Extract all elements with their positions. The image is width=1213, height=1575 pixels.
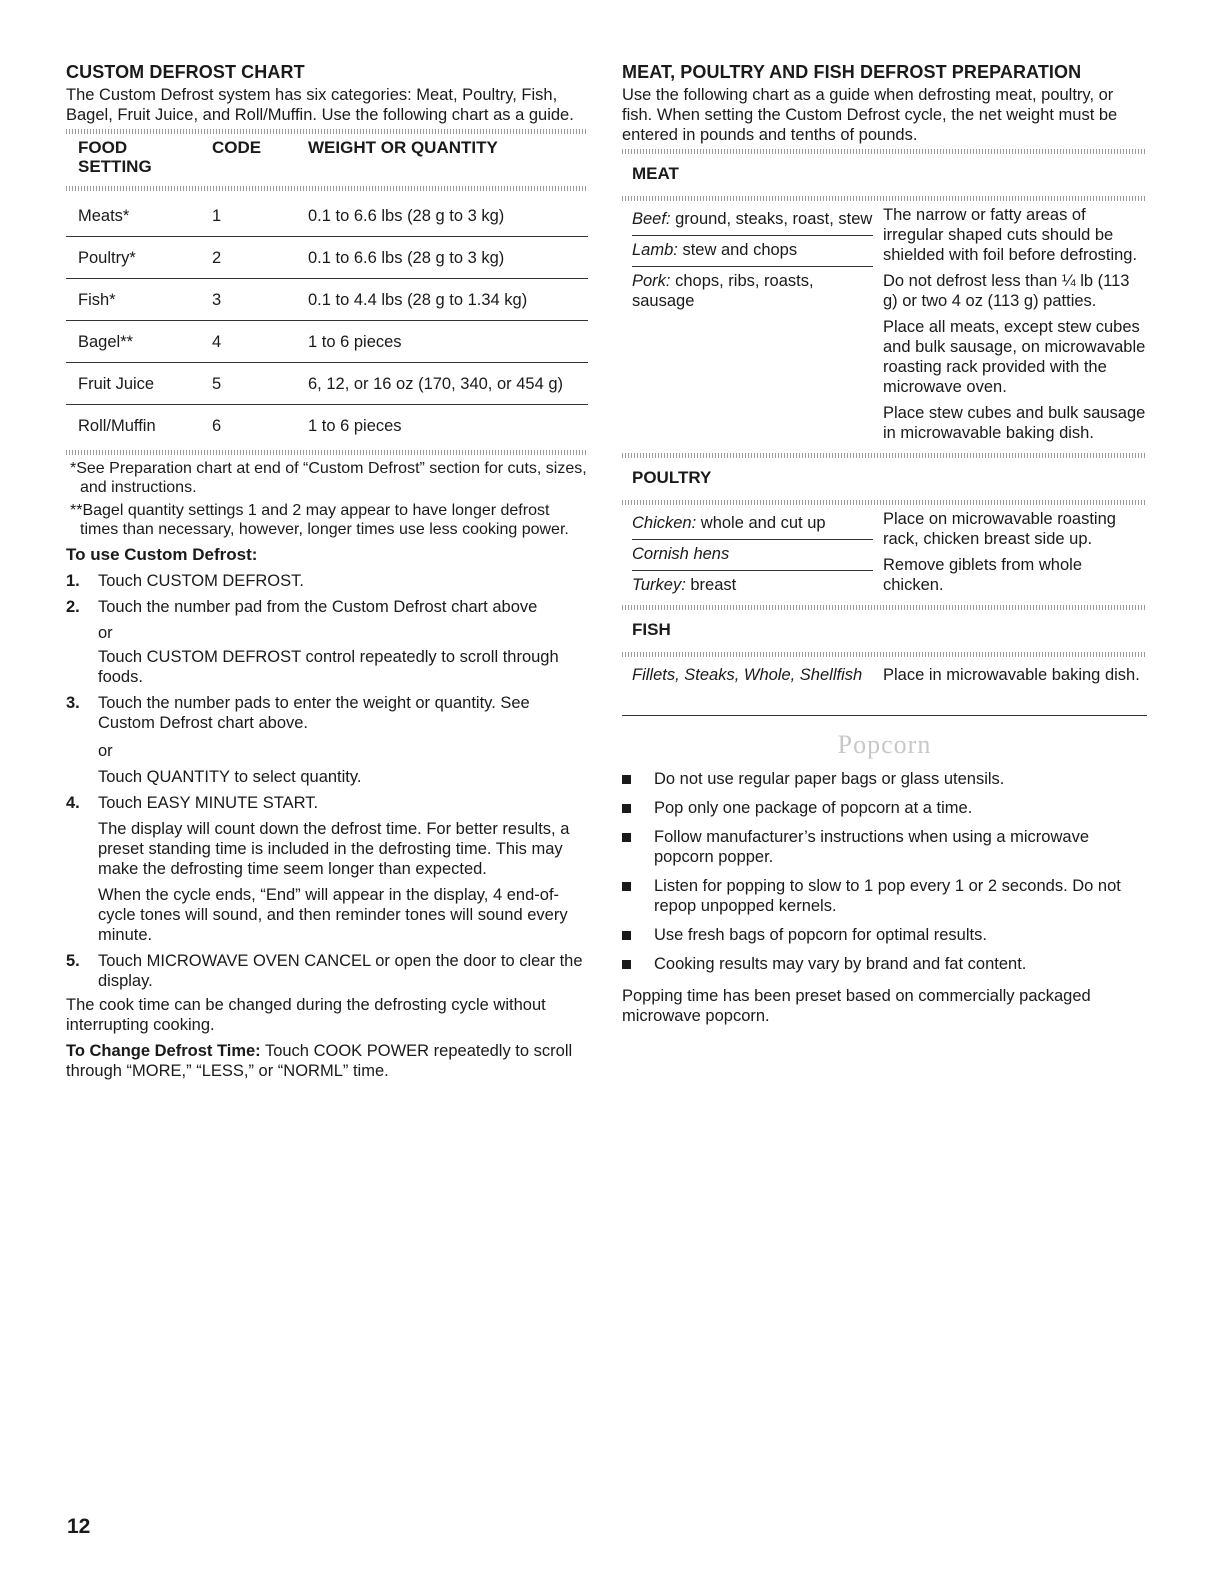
preparation-intro: Use the following chart as a guide when defrosting meat, poultry, or fish. When setting the Custom Defrost cycle, the net weight must be entered in pounds and tenths of pounds.	[622, 86, 1118, 144]
header-weight: WEIGHT OR QUANTITY	[308, 138, 498, 157]
table-footnotes	[66, 459, 588, 539]
table-cell: Fish*	[66, 279, 200, 321]
list-item: Cornish hens	[632, 540, 873, 571]
prep-note: Do not defrost less than ¼ lb (113 g) or two 4 oz (113 g) patties.	[883, 272, 1130, 310]
table-cell: 2	[200, 237, 308, 279]
table-cell: 0.1 to 6.6 lbs (28 g to 3 kg)	[308, 195, 588, 237]
table-cell: 6	[212, 417, 222, 435]
table-cell: 1 to 6 pieces	[308, 321, 588, 363]
poultry-grid	[622, 509, 1147, 601]
divider	[66, 186, 588, 191]
divider	[622, 605, 1147, 610]
footnote: *See Preparation chart at end of “Custom Defrost” section for cuts, sizes, and instructions.	[70, 460, 587, 496]
bullet-icon	[622, 931, 631, 940]
table-cell: 1	[200, 195, 308, 237]
preparation-title: MEAT, POULTRY AND FISH DEFROST PREPARATION	[622, 62, 1082, 82]
defrost-preparation-section	[622, 62, 1147, 1026]
bullet-icon	[622, 833, 631, 842]
divider	[66, 129, 588, 134]
change-defrost-label: To Change Defrost Time:	[66, 1042, 261, 1060]
step-alt-text: Touch CUSTOM DEFROST control repeatedly to scroll through foods.	[98, 648, 559, 686]
step-number: 5.	[66, 952, 80, 970]
step-or: or	[98, 624, 113, 642]
table-row	[66, 237, 588, 279]
step-text: Touch the number pad from the Custom Defrost chart above	[98, 598, 538, 616]
list-item: Listen for popping to slow to 1 pop every 1 or 2 seconds. Do not repop unpopped kernels.	[622, 876, 1147, 916]
bullet-icon	[622, 775, 631, 784]
meat-items	[622, 205, 873, 449]
list-item: Cooking results may vary by brand and fat content.	[622, 954, 1147, 974]
divider	[622, 652, 1147, 657]
meat-heading: MEAT	[632, 164, 679, 183]
bullet-icon	[622, 960, 631, 969]
meat-notes	[873, 205, 1147, 449]
table-cell: Bagel**	[66, 321, 200, 363]
step-alt-text: Touch QUANTITY to select quantity.	[98, 768, 362, 786]
divider	[622, 149, 1147, 154]
custom-defrost-title: CUSTOM DEFROST CHART	[66, 62, 305, 82]
table-cell: 1 to 6 pieces	[308, 417, 402, 435]
poultry-items	[622, 509, 873, 601]
bullet-icon	[622, 804, 631, 813]
table-cell: 6, 12, or 16 oz (170, 340, or 454 g)	[308, 363, 588, 405]
steps-list	[66, 571, 588, 991]
table-cell: 4	[200, 321, 308, 363]
meat-grid	[622, 205, 1147, 449]
poultry-notes	[873, 509, 1147, 601]
list-item: Lamb: stew and chops	[632, 236, 873, 267]
fish-heading: FISH	[632, 620, 671, 639]
cook-time-note: The cook time can be changed during the defrosting cycle without interrupting cooking.	[66, 996, 546, 1034]
step-text: Touch the number pads to enter the weight or quantity. See Custom Defrost chart above.	[98, 694, 530, 732]
table-cell: 0.1 to 6.6 lbs (28 g to 3 kg)	[308, 237, 588, 279]
prep-note: Place all meats, except stew cubes and bulk sausage, on microwavable roasting rack provided with the microwave oven.	[883, 318, 1146, 396]
list-item: Use fresh bags of popcorn for optimal results.	[622, 925, 1147, 945]
list-item: Pork: chops, ribs, roasts, sausage	[632, 272, 814, 310]
custom-defrost-section	[66, 62, 588, 1081]
table-row	[66, 195, 588, 237]
table-cell: Poultry*	[66, 237, 200, 279]
step-number: 2.	[66, 598, 80, 616]
step-text: Touch EASY MINUTE START.	[98, 794, 319, 812]
divider	[622, 500, 1147, 505]
step-item	[66, 693, 588, 787]
divider	[622, 196, 1147, 201]
prep-note: Place stew cubes and bulk sausage in microwavable baking dish.	[883, 404, 1146, 442]
table-cell: Meats*	[66, 195, 200, 237]
popcorn-list	[622, 769, 1147, 974]
table-header-row	[66, 138, 588, 182]
table-row	[66, 405, 588, 447]
prep-note: Place in microwavable baking dish.	[883, 666, 1140, 684]
table-cell: Roll/Muffin	[78, 417, 156, 435]
step-item	[66, 793, 588, 945]
page-number: 12	[67, 1515, 91, 1538]
custom-defrost-intro: The Custom Defrost system has six categories: Meat, Poultry, Fish, Bagel, Fruit Juice, and Roll/Muffin. Use the following chart as a guide.	[66, 86, 574, 124]
step-text: Touch MICROWAVE OVEN CANCEL or open the door to clear the display.	[98, 952, 583, 990]
divider	[66, 450, 588, 455]
popcorn-footer: Popping time has been preset based on commercially packaged microwave popcorn.	[622, 987, 1091, 1025]
prep-note: Place on microwavable roasting rack, chicken breast side up.	[883, 510, 1116, 548]
table-cell: Fruit Juice	[66, 363, 200, 405]
list-item: Turkey: breast	[632, 576, 737, 594]
table-cell: 3	[200, 279, 308, 321]
list-item: Chicken: whole and cut up	[632, 509, 873, 540]
list-item: Fillets, Steaks, Whole, Shellfish	[632, 666, 863, 684]
table-cell: 0.1 to 4.4 lbs (28 g to 1.34 kg)	[308, 279, 588, 321]
step-paragraph: When the cycle ends, “End” will appear in the display, 4 end-of-cycle tones will sound, and then reminder tones will sound every minute.	[98, 886, 568, 944]
step-paragraph: The display will count down the defrost time. For better results, a preset standing time is included in the defrosting time. This may make the defrosting time seem longer than expected.	[98, 820, 570, 878]
table-row	[66, 363, 588, 405]
step-item	[66, 597, 588, 687]
fish-notes	[873, 661, 1147, 691]
step-text: Touch CUSTOM DEFROST.	[98, 572, 304, 590]
divider	[622, 453, 1147, 458]
header-food-setting: FOOD SETTING	[78, 138, 152, 176]
step-number: 1.	[66, 572, 80, 590]
table-cell: 5	[200, 363, 308, 405]
list-item: Follow manufacturer’s instructions when using a microwave popcorn popper.	[622, 827, 1147, 867]
table-row	[66, 279, 588, 321]
use-custom-defrost-heading: To use Custom Defrost:	[66, 545, 258, 564]
change-defrost-time	[66, 1041, 588, 1081]
list-item: Pop only one package of popcorn at a time.	[622, 798, 1147, 818]
prep-note: The narrow or fatty areas of irregular shaped cuts should be shielded with foil before defrosting.	[883, 206, 1138, 264]
popcorn-title: Popcorn	[837, 730, 932, 759]
step-or: or	[98, 742, 113, 760]
divider	[622, 715, 1147, 716]
step-number: 4.	[66, 794, 80, 812]
poultry-heading: POULTRY	[632, 468, 712, 487]
header-code: CODE	[212, 138, 262, 157]
change-defrost-text: Touch COOK POWER repeatedly to scroll through “MORE,” “LESS,” or “NORML” time.	[66, 1042, 573, 1080]
step-item	[66, 951, 588, 991]
table-row	[66, 321, 588, 363]
list-item: Beef: ground, steaks, roast, stew	[632, 205, 873, 236]
fish-grid	[622, 661, 1147, 691]
custom-defrost-table	[66, 138, 588, 446]
footnote: **Bagel quantity settings 1 and 2 may appear to have longer defrost times than necessary, however, longer times use less cooking power.	[70, 502, 569, 538]
list-item: Do not use regular paper bags or glass utensils.	[622, 769, 1147, 789]
prep-note: Remove giblets from whole chicken.	[883, 556, 1082, 594]
fish-items	[622, 661, 873, 691]
step-number: 3.	[66, 694, 80, 712]
bullet-icon	[622, 882, 631, 891]
step-item	[66, 571, 588, 591]
